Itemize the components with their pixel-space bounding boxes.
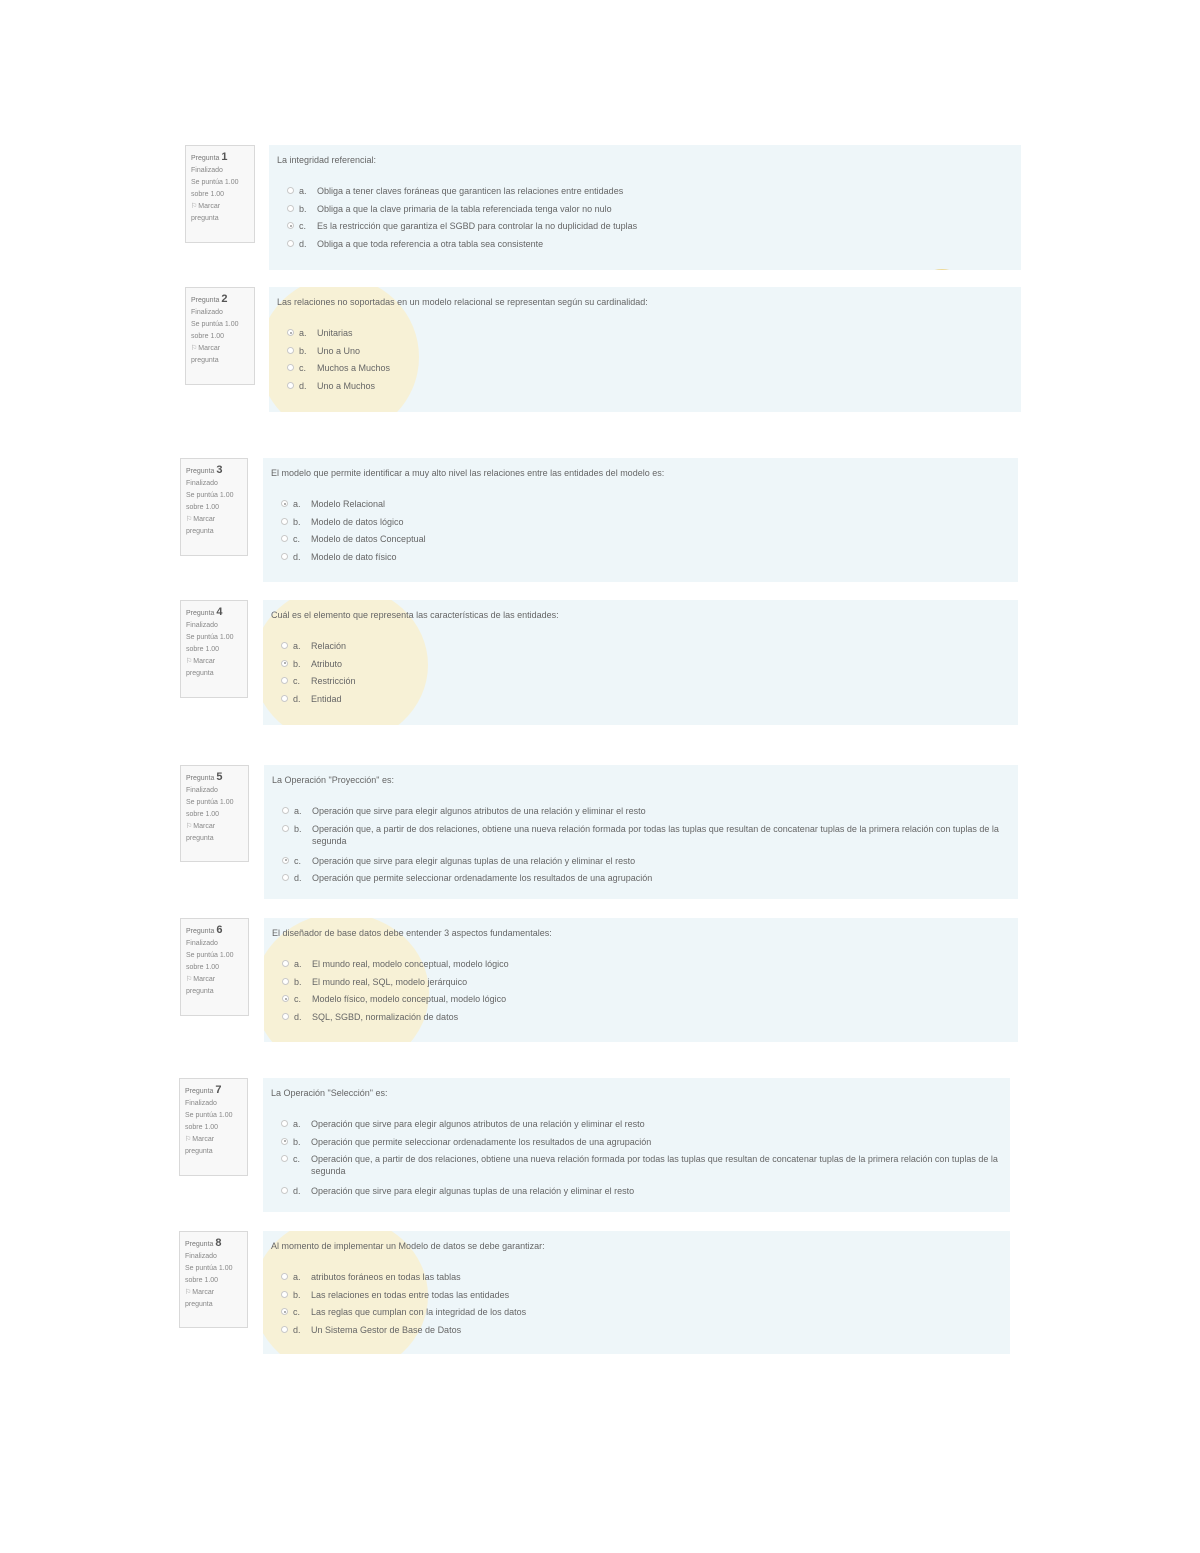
answer-option[interactable] xyxy=(281,533,1008,551)
answer-letter: b. xyxy=(294,823,302,834)
question-number xyxy=(186,771,243,785)
answer-text: Modelo Relacional xyxy=(311,499,386,509)
question-info xyxy=(180,600,248,698)
answer-option[interactable] xyxy=(281,640,1008,658)
flag-label: Marcar pregunta xyxy=(186,823,216,842)
answer-text: Operación que sirve para elegir algunas tuplas de una relación y eliminar el resto xyxy=(311,1186,635,1196)
question-content xyxy=(263,600,1018,725)
flag-label: Marcar pregunta xyxy=(186,976,216,995)
answer-letter: d. xyxy=(299,380,307,391)
flag-question-link[interactable] xyxy=(186,656,242,680)
question-state: Finalizado xyxy=(186,622,218,629)
answer-text: Las reglas que cumplan con la integridad de los datos xyxy=(311,1307,527,1317)
answer-letter: d. xyxy=(293,693,301,704)
question-label: Pregunta xyxy=(191,155,220,162)
radio-button[interactable] xyxy=(281,518,288,525)
answer-letter: c. xyxy=(293,1154,301,1164)
answer-option[interactable] xyxy=(281,693,1008,711)
answer-text: Uno a Muchos xyxy=(317,380,376,391)
answer-option[interactable] xyxy=(281,1306,1000,1324)
question-grade: Se puntúa 1.00 sobre 1.00 xyxy=(191,179,239,198)
question-grade: Se puntúa 1.00 sobre 1.00 xyxy=(186,492,234,511)
question-grade: Se puntúa 1.00 sobre 1.00 xyxy=(186,799,234,818)
answer-text: Modelo de datos Conceptual xyxy=(311,534,426,544)
question-8 xyxy=(179,1231,1010,1354)
answer-option[interactable] xyxy=(281,498,1008,516)
answer-letter: c. xyxy=(293,676,301,686)
radio-button[interactable] xyxy=(282,874,289,881)
answer-text: Operación que sirve para elegir algunas tuplas de una relación y eliminar el resto xyxy=(312,855,636,866)
answer-text: SQL, SGBD, normalización de datos xyxy=(312,1011,459,1022)
question-text: Al momento de implementar un Modelo de datos se debe garantizar: xyxy=(271,1241,545,1251)
answer-text: Operación que sirve para elegir algunos atributos de una relación y eliminar el resto xyxy=(311,1119,645,1129)
answer-text: Atributo xyxy=(311,658,343,669)
answer-letter: d. xyxy=(294,1011,302,1022)
radio-button[interactable] xyxy=(287,382,294,389)
answer-letter: b. xyxy=(299,345,307,356)
answer-letter: a. xyxy=(293,641,301,651)
answer-option[interactable] xyxy=(282,1011,1008,1029)
question-label: Pregunta xyxy=(186,775,215,782)
answer-option[interactable] xyxy=(282,823,1008,855)
answer-text: Uno a Uno xyxy=(317,345,361,356)
flag-icon: ⚐ xyxy=(185,1136,192,1143)
answer-letter: b. xyxy=(293,1136,301,1147)
answer-letter: d. xyxy=(294,873,302,883)
question-content xyxy=(264,918,1018,1042)
answer-option[interactable] xyxy=(287,185,1011,203)
radio-button[interactable] xyxy=(287,240,294,247)
answer-text: Restricción xyxy=(311,676,356,686)
flag-label: Marcar pregunta xyxy=(186,516,216,535)
answer-letter: c. xyxy=(293,1307,301,1317)
radio-button[interactable] xyxy=(281,642,288,649)
radio-button-checked[interactable] xyxy=(281,1308,288,1315)
question-content xyxy=(264,765,1018,899)
question-label: Pregunta xyxy=(186,610,215,617)
answer-text: El mundo real, modelo conceptual, modelo lógico xyxy=(312,959,509,969)
radio-button[interactable] xyxy=(282,1013,289,1020)
flag-question-link[interactable] xyxy=(186,974,243,998)
answer-option[interactable] xyxy=(282,855,1008,873)
answer-letter: d. xyxy=(299,238,307,249)
radio-button[interactable] xyxy=(287,347,294,354)
radio-button[interactable] xyxy=(281,1326,288,1333)
question-state: Finalizado xyxy=(185,1100,217,1107)
answer-letter: c. xyxy=(299,363,307,373)
question-6 xyxy=(180,918,1018,1042)
radio-button[interactable] xyxy=(281,1187,288,1194)
answer-letter: a. xyxy=(294,959,302,969)
question-number-value: 4 xyxy=(216,606,223,618)
flag-question-link[interactable] xyxy=(185,1134,242,1158)
radio-button[interactable] xyxy=(287,205,294,212)
radio-button[interactable] xyxy=(281,1273,288,1280)
answer-option[interactable] xyxy=(281,1136,1000,1154)
flag-icon: ⚐ xyxy=(185,1289,192,1296)
answer-text: El mundo real, SQL, modelo jerárquico xyxy=(312,976,468,987)
answer-list xyxy=(281,1271,1000,1341)
answer-letter: a. xyxy=(293,499,301,509)
question-text: La Operación "Proyección" es: xyxy=(272,775,394,785)
answer-option[interactable] xyxy=(281,1118,1000,1136)
answer-text: Las relaciones en todas entre todas las entidades xyxy=(311,1289,510,1300)
answer-letter: d. xyxy=(293,1186,301,1196)
answer-list xyxy=(282,958,1008,1028)
answer-text: Operación que permite seleccionar ordenadamente los resultados de una agrupación xyxy=(311,1136,652,1147)
radio-button[interactable] xyxy=(287,364,294,371)
question-content xyxy=(269,287,1021,412)
question-3 xyxy=(180,458,1018,582)
answer-letter: b. xyxy=(293,1289,301,1300)
question-7 xyxy=(179,1078,1010,1212)
flag-label: Marcar pregunta xyxy=(185,1289,215,1308)
question-state: Finalizado xyxy=(191,309,223,316)
answer-option[interactable] xyxy=(282,958,1008,976)
answer-text: Operación que permite seleccionar ordenadamente los resultados de una agrupación xyxy=(312,873,653,883)
answer-text: Obliga a que toda referencia a otra tabla sea consistente xyxy=(317,238,544,249)
question-text: El modelo que permite identificar a muy alto nivel las relaciones entre las entidades del modelo es: xyxy=(271,468,665,478)
flag-label: Marcar pregunta xyxy=(185,1136,215,1155)
answer-list xyxy=(281,640,1008,710)
question-grade: Se puntúa 1.00 sobre 1.00 xyxy=(186,952,234,971)
radio-button[interactable] xyxy=(281,1120,288,1127)
question-number-value: 8 xyxy=(215,1237,222,1249)
radio-button-checked[interactable] xyxy=(281,660,288,667)
answer-option[interactable] xyxy=(287,327,1011,345)
answer-option[interactable] xyxy=(281,1153,1000,1185)
answer-option[interactable] xyxy=(281,1185,1000,1203)
answer-text: Es la restricción que garantiza el SGBD para controlar la no duplicidad de tuplas xyxy=(317,221,638,231)
radio-button[interactable] xyxy=(282,825,289,832)
answer-option[interactable] xyxy=(282,993,1008,1011)
answer-letter: c. xyxy=(294,994,302,1004)
question-number xyxy=(191,293,249,307)
radio-button[interactable] xyxy=(282,960,289,967)
answer-letter: a. xyxy=(294,806,302,816)
flag-question-link[interactable] xyxy=(191,201,249,225)
question-number-value: 2 xyxy=(221,293,228,305)
flag-icon: ⚐ xyxy=(186,516,193,523)
flag-icon: ⚐ xyxy=(191,203,198,210)
answer-letter: a. xyxy=(299,328,307,338)
answer-letter: b. xyxy=(293,658,301,669)
question-info xyxy=(180,918,249,1016)
question-number-value: 5 xyxy=(216,771,223,783)
radio-button[interactable] xyxy=(281,535,288,542)
answer-option[interactable] xyxy=(287,380,1011,398)
radio-button[interactable] xyxy=(281,677,288,684)
question-state: Finalizado xyxy=(186,480,218,487)
answer-list xyxy=(282,805,1008,890)
answer-list xyxy=(287,327,1011,397)
answer-option[interactable] xyxy=(281,675,1008,693)
answer-option[interactable] xyxy=(287,220,1011,238)
question-number-value: 7 xyxy=(215,1084,222,1096)
answer-option[interactable] xyxy=(281,551,1008,569)
answer-list xyxy=(281,1118,1000,1203)
radio-button-checked[interactable] xyxy=(287,329,294,336)
question-info xyxy=(179,1231,248,1328)
question-number-value: 1 xyxy=(221,151,228,163)
answer-text: Modelo físico, modelo conceptual, modelo lógico xyxy=(312,994,507,1004)
flag-icon: ⚐ xyxy=(191,345,198,352)
answer-text: Operación que, a partir de dos relaciones, obtiene una nueva relación formada por todas las tuplas que resultan de concatenar tuplas de la primera relación con tuplas de la segunda xyxy=(312,823,999,846)
question-state: Finalizado xyxy=(186,940,218,947)
answer-text: Obliga a tener claves foráneas que garanticen las relaciones entre entidades xyxy=(317,186,624,196)
radio-button-checked[interactable] xyxy=(282,857,289,864)
answer-letter: b. xyxy=(293,516,301,527)
question-number xyxy=(185,1237,242,1251)
flag-label: Marcar pregunta xyxy=(191,345,221,364)
question-4 xyxy=(180,600,1018,725)
question-state: Finalizado xyxy=(186,787,218,794)
question-text: La Operación "Selección" es: xyxy=(271,1088,388,1098)
flag-label: Marcar pregunta xyxy=(191,203,221,222)
answer-text: atributos foráneos en todas las tablas xyxy=(311,1272,461,1282)
answer-letter: d. xyxy=(293,1324,301,1335)
answer-letter: b. xyxy=(294,976,302,987)
answer-letter: a. xyxy=(293,1119,301,1129)
answer-text: Entidad xyxy=(311,693,342,704)
answer-text: Muchos a Muchos xyxy=(317,363,391,373)
decorative-circle xyxy=(914,269,970,270)
flag-question-link[interactable] xyxy=(186,821,243,845)
question-label: Pregunta xyxy=(185,1241,214,1248)
answer-option[interactable] xyxy=(281,1324,1000,1342)
flag-icon: ⚐ xyxy=(186,658,193,665)
answer-option[interactable] xyxy=(287,203,1011,221)
flag-label: Marcar pregunta xyxy=(186,658,216,677)
question-text: Las relaciones no soportadas en un modelo relacional se representan según su cardinalidad: xyxy=(277,297,648,307)
question-content xyxy=(263,1078,1010,1212)
answer-text: Operación que sirve para elegir algunos atributos de una relación y eliminar el resto xyxy=(312,806,646,816)
answer-option[interactable] xyxy=(281,658,1008,676)
question-number-value: 3 xyxy=(216,464,223,476)
flag-question-link[interactable] xyxy=(186,514,242,538)
answer-option[interactable] xyxy=(282,805,1008,823)
question-text: Cuál es el elemento que representa las características de las entidades: xyxy=(271,610,559,620)
question-number-value: 6 xyxy=(216,924,223,936)
radio-button[interactable] xyxy=(282,807,289,814)
answer-text: Unitarias xyxy=(317,328,353,338)
answer-text: Operación que, a partir de dos relaciones, obtiene una nueva relación formada por todas las tuplas que resultan de concatenar tuplas de la primera relación con tuplas de la segunda xyxy=(311,1154,998,1176)
answer-letter: a. xyxy=(299,186,307,196)
question-2 xyxy=(185,287,1021,412)
flag-question-link[interactable] xyxy=(191,343,249,367)
radio-button-checked[interactable] xyxy=(287,222,294,229)
question-number xyxy=(186,606,242,620)
question-info xyxy=(185,145,255,243)
answer-text: Modelo de dato físico xyxy=(311,551,397,562)
answer-letter: a. xyxy=(293,1272,301,1282)
radio-button[interactable] xyxy=(281,553,288,560)
question-info xyxy=(179,1078,248,1176)
answer-option[interactable] xyxy=(281,516,1008,534)
question-text: La integridad referencial: xyxy=(277,155,377,165)
question-label: Pregunta xyxy=(191,297,220,304)
question-state: Finalizado xyxy=(191,167,223,174)
radio-button-checked[interactable] xyxy=(282,995,289,1002)
answer-letter: c. xyxy=(299,221,307,231)
answer-option[interactable] xyxy=(282,976,1008,994)
answer-option[interactable] xyxy=(281,1271,1000,1289)
question-content xyxy=(263,458,1018,582)
radio-button[interactable] xyxy=(287,187,294,194)
question-content xyxy=(263,1231,1010,1354)
answer-option[interactable] xyxy=(287,345,1011,363)
radio-button-checked[interactable] xyxy=(281,1138,288,1145)
radio-button[interactable] xyxy=(281,1291,288,1298)
radio-button[interactable] xyxy=(281,1155,288,1162)
answer-letter: c. xyxy=(293,534,301,544)
question-number xyxy=(191,151,249,165)
question-number xyxy=(185,1084,242,1098)
question-state: Finalizado xyxy=(185,1253,217,1260)
answer-option[interactable] xyxy=(287,362,1011,380)
flag-icon: ⚐ xyxy=(186,823,193,830)
flag-question-link[interactable] xyxy=(185,1287,242,1311)
answer-text: Un Sistema Gestor de Base de Datos xyxy=(311,1324,462,1335)
question-label: Pregunta xyxy=(186,468,215,475)
question-grade: Se puntúa 1.00 sobre 1.00 xyxy=(191,321,239,340)
question-label: Pregunta xyxy=(186,928,215,935)
answer-text: Obliga a que la clave primaria de la tabla referenciada tenga valor no nulo xyxy=(317,203,612,214)
question-info xyxy=(180,458,248,556)
answer-letter: c. xyxy=(294,855,302,866)
answer-list xyxy=(287,185,1011,255)
answer-text: Modelo de datos lógico xyxy=(311,516,404,527)
question-info xyxy=(185,287,255,385)
radio-button-checked[interactable] xyxy=(281,500,288,507)
question-grade: Se puntúa 1.00 sobre 1.00 xyxy=(185,1265,233,1284)
question-number xyxy=(186,464,242,478)
question-info xyxy=(180,765,249,862)
answer-option[interactable] xyxy=(287,238,1011,256)
question-5 xyxy=(180,765,1018,899)
answer-text: Relación xyxy=(311,641,347,651)
question-grade: Se puntúa 1.00 sobre 1.00 xyxy=(185,1112,233,1131)
question-text: El diseñador de base datos debe entender 3 aspectos fundamentales: xyxy=(272,928,552,938)
flag-icon: ⚐ xyxy=(186,976,193,983)
question-grade: Se puntúa 1.00 sobre 1.00 xyxy=(186,634,234,653)
answer-letter: d. xyxy=(293,551,301,562)
answer-option[interactable] xyxy=(281,1289,1000,1307)
question-content xyxy=(269,145,1021,270)
answer-list xyxy=(281,498,1008,568)
radio-button[interactable] xyxy=(282,978,289,985)
answer-letter: b. xyxy=(299,203,307,214)
radio-button[interactable] xyxy=(281,695,288,702)
question-1 xyxy=(185,145,1021,270)
answer-option[interactable] xyxy=(282,872,1008,890)
question-number xyxy=(186,924,243,938)
question-label: Pregunta xyxy=(185,1088,214,1095)
